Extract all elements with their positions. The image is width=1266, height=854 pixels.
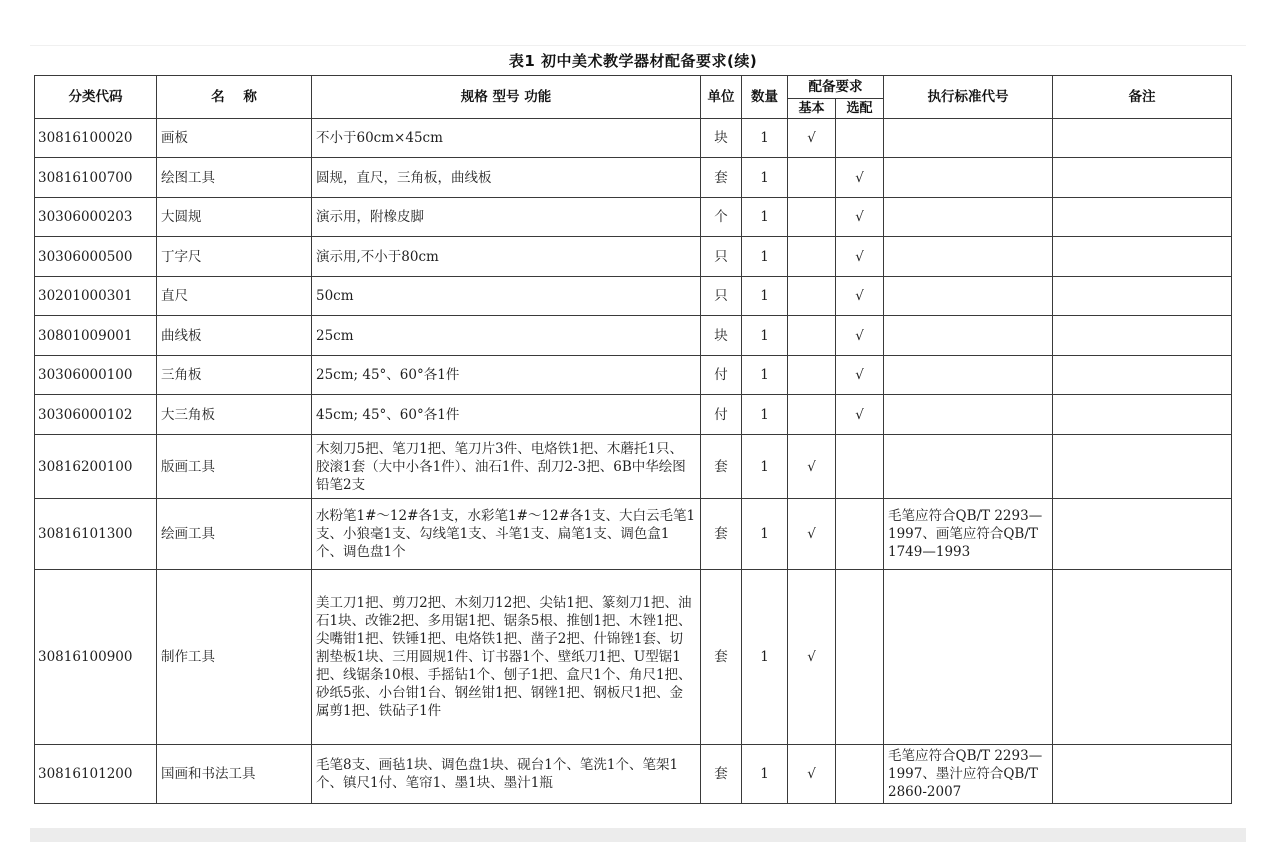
cell-remark	[1053, 356, 1232, 395]
cell-unit: 个	[701, 198, 742, 237]
cell-name: 制作工具	[157, 570, 312, 745]
cell-code: 30816200100	[35, 435, 157, 499]
cell-code: 30306000203	[35, 198, 157, 237]
table-row	[35, 198, 1232, 237]
table-row	[35, 745, 1232, 804]
cell-spec: 45cm; 45°、60°各1件	[312, 395, 701, 435]
table-row	[35, 356, 1232, 395]
table-row	[35, 395, 1232, 435]
cell-qty: 1	[742, 198, 788, 237]
cell-code: 30816100900	[35, 570, 157, 745]
cell-code: 30816101200	[35, 745, 157, 804]
cell-basic	[788, 158, 836, 198]
cell-spec: 50cm	[312, 277, 701, 316]
cell-name: 直尺	[157, 277, 312, 316]
cell-basic	[788, 198, 836, 237]
cell-basic	[788, 745, 836, 804]
check-mark: √	[855, 288, 864, 304]
cell-code: 30816101300	[35, 499, 157, 570]
cell-optional	[836, 198, 884, 237]
cell-code: 30816100700	[35, 158, 157, 198]
cell-code: 30816100020	[35, 119, 157, 158]
cell-standard	[884, 395, 1053, 435]
cell-qty: 1	[742, 316, 788, 356]
check-mark: √	[855, 406, 864, 423]
cell-optional	[836, 395, 884, 435]
table-caption: 表1 初中美术教学器材配备要求(续)	[508, 52, 758, 70]
table-row	[35, 119, 1232, 158]
cell-basic	[788, 435, 836, 499]
check-mark: √	[807, 649, 816, 665]
cell-basic	[788, 356, 836, 395]
cell-qty: 1	[742, 745, 788, 804]
cell-basic	[788, 277, 836, 316]
cell-code: 30201000301	[35, 277, 157, 316]
cell-standard	[884, 119, 1053, 158]
cell-qty: 1	[742, 356, 788, 395]
header-unit: 单位	[701, 76, 742, 119]
cell-spec: 水粉笔1#～12#各1支，水彩笔1#～12#各1支、大白云毛笔1支、小狼毫1支、勾线笔1支、斗笔1支、扁笔1支、调色盒1个、调色盘1个	[312, 499, 701, 570]
table-row	[35, 570, 1232, 745]
cell-unit: 只	[701, 237, 742, 277]
cell-qty: 1	[742, 277, 788, 316]
cell-standard	[884, 158, 1053, 198]
cell-code: 30306000500	[35, 237, 157, 277]
table-row	[35, 277, 1232, 316]
header-basic: 基本	[788, 99, 836, 119]
table-header	[35, 76, 1232, 119]
cell-remark	[1053, 395, 1232, 435]
table-row	[35, 237, 1232, 277]
cell-standard	[884, 277, 1053, 316]
cell-qty: 1	[742, 119, 788, 158]
cell-optional	[836, 499, 884, 570]
equipment-table	[34, 75, 1232, 804]
cell-spec: 毛笔8支、画毡1块、调色盘1块、砚台1个、笔洗1个、笔架1个、镇尺1付、笔帘1、墨1块、墨汁1瓶	[312, 745, 701, 804]
header-qty: 数量	[742, 76, 788, 119]
cell-optional	[836, 158, 884, 198]
header-code: 分类代码	[35, 76, 157, 119]
check-mark: √	[807, 458, 816, 475]
cell-remark	[1053, 435, 1232, 499]
cell-remark	[1053, 198, 1232, 237]
cell-unit: 只	[701, 277, 742, 316]
cell-optional	[836, 119, 884, 158]
cell-optional	[836, 745, 884, 804]
check-mark: √	[807, 526, 816, 542]
cell-remark	[1053, 570, 1232, 745]
check-mark: √	[855, 327, 864, 344]
cell-name: 曲线板	[157, 316, 312, 356]
cell-qty: 1	[742, 435, 788, 499]
cell-name: 丁字尺	[157, 237, 312, 277]
cell-unit: 套	[701, 435, 742, 499]
cell-standard	[884, 237, 1053, 277]
cell-remark	[1053, 316, 1232, 356]
cell-spec: 圆规，直尺，三角板，曲线板	[312, 158, 701, 198]
bottom-band	[30, 828, 1246, 842]
table-row	[35, 499, 1232, 570]
cell-unit: 块	[701, 316, 742, 356]
cell-qty: 1	[742, 570, 788, 745]
check-mark: √	[855, 169, 864, 186]
cell-name: 大圆规	[157, 198, 312, 237]
cell-code: 30306000100	[35, 356, 157, 395]
cell-unit: 付	[701, 356, 742, 395]
header-remark: 备注	[1053, 76, 1232, 119]
cell-spec: 木刻刀5把、笔刀1把、笔刀片3件、电烙铁1把、木蘑托1只、胶滚1套（大中小各1件）、油石1件、刮刀2-3把、6B中华绘图铅笔2支	[312, 435, 701, 499]
top-rule	[30, 45, 1246, 46]
cell-optional	[836, 237, 884, 277]
cell-spec: 演示用，附橡皮脚	[312, 198, 701, 237]
cell-remark	[1053, 277, 1232, 316]
cell-standard: 毛笔应符合QB/T 2293—1997、画笔应符合QB/T 1749—1993	[884, 499, 1053, 570]
cell-qty: 1	[742, 395, 788, 435]
cell-qty: 1	[742, 158, 788, 198]
cell-standard	[884, 316, 1053, 356]
cell-basic	[788, 499, 836, 570]
cell-qty: 1	[742, 499, 788, 570]
cell-spec: 不小于60cm×45cm	[312, 119, 701, 158]
cell-code: 30801009001	[35, 316, 157, 356]
cell-remark	[1053, 745, 1232, 804]
cell-name: 大三角板	[157, 395, 312, 435]
cell-code: 30306000102	[35, 395, 157, 435]
cell-remark	[1053, 499, 1232, 570]
cell-basic	[788, 395, 836, 435]
cell-remark	[1053, 158, 1232, 198]
cell-spec: 演示用,不小于80cm	[312, 237, 701, 277]
cell-unit: 套	[701, 570, 742, 745]
cell-basic	[788, 237, 836, 277]
cell-basic	[788, 316, 836, 356]
check-mark: √	[855, 367, 864, 383]
cell-optional	[836, 435, 884, 499]
cell-standard	[884, 570, 1053, 745]
check-mark: √	[807, 766, 816, 782]
cell-spec: 25cm; 45°、60°各1件	[312, 356, 701, 395]
header-standard: 执行标准代号	[884, 76, 1053, 119]
cell-standard	[884, 435, 1053, 499]
header-name: 名 称	[157, 76, 312, 119]
check-mark: √	[855, 248, 864, 265]
header-spec: 规格 型号 功能	[312, 76, 701, 119]
cell-optional	[836, 277, 884, 316]
header-row	[35, 76, 1232, 99]
cell-unit: 套	[701, 499, 742, 570]
cell-name: 版画工具	[157, 435, 312, 499]
cell-name: 绘图工具	[157, 158, 312, 198]
cell-remark	[1053, 237, 1232, 277]
cell-basic	[788, 570, 836, 745]
cell-unit: 块	[701, 119, 742, 158]
cell-unit: 套	[701, 745, 742, 804]
table-row	[35, 158, 1232, 198]
cell-standard: 毛笔应符合QB/T 2293—1997、墨汁应符合QB/T 2860-2007	[884, 745, 1053, 804]
check-mark: √	[855, 209, 864, 225]
cell-unit: 付	[701, 395, 742, 435]
cell-remark	[1053, 119, 1232, 158]
cell-unit: 套	[701, 158, 742, 198]
table-row	[35, 435, 1232, 499]
cell-optional	[836, 356, 884, 395]
cell-spec: 美工刀1把、剪刀2把、木刻刀12把、尖钻1把、篆刻刀1把、油石1块、改锥2把、多用锯1把、锯条5根、推刨1把、木锉1把、尖嘴钳1把、铁锤1把、电烙铁1把、凿子2把、什锦锉1套、切割垫板1块、三用圆规1件、订书器1个、壁纸刀1把、U型锯1把、线锯条10根、手摇钻1个、刨子1把、盒尺1个、角尺1把、砂纸5张、小台钳1台、钢丝钳1把、钢锉1把、钢板尺1把、金属剪1把、铁砧子1件	[312, 570, 701, 745]
table-row	[35, 316, 1232, 356]
cell-name: 国画和书法工具	[157, 745, 312, 804]
cell-qty: 1	[742, 237, 788, 277]
cell-spec: 25cm	[312, 316, 701, 356]
cell-optional	[836, 316, 884, 356]
cell-basic	[788, 119, 836, 158]
header-config: 配备要求	[788, 76, 884, 99]
header-optional: 选配	[836, 99, 884, 119]
cell-name: 绘画工具	[157, 499, 312, 570]
cell-name: 三角板	[157, 356, 312, 395]
cell-standard	[884, 356, 1053, 395]
check-mark: √	[807, 130, 816, 146]
cell-optional	[836, 570, 884, 745]
cell-name: 画板	[157, 119, 312, 158]
table-body	[35, 119, 1232, 804]
cell-standard	[884, 198, 1053, 237]
